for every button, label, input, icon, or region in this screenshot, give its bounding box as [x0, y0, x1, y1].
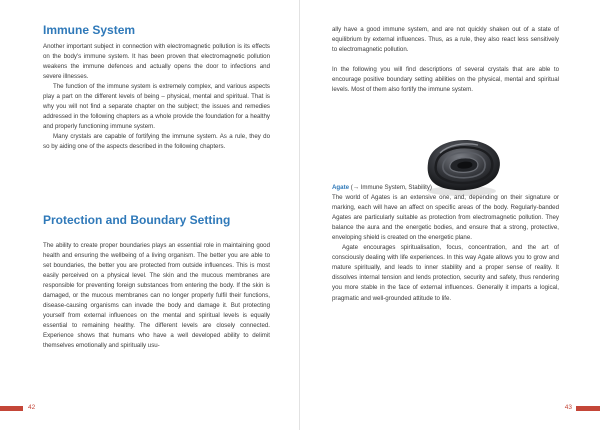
page-gutter [299, 0, 300, 430]
heading-protection-boundary: Protection and Boundary Setting [43, 213, 231, 227]
heading-immune-system: Immune System [43, 23, 136, 37]
right-folio-bar [576, 406, 600, 411]
immune-paragraph-1: Another important subject in connection with electromagnetic pollution is its effects on the body's immune system. It has been proven that electromagnetic pollution weakens the immune defences and actually opens the door to infections and severe illnesses. [43, 43, 270, 81]
immune-system-body [43, 42, 270, 153]
immune-paragraph-2: The function of the immune system is extremely complex, and various aspects play a part on the different levels of being – physical, mental and spiritual. That is why you will not find a separate chapter on the subject; the issues and remedies addressed in the following chapters as a whole provide the foundation for a healthy and properly functioning immune system. [43, 83, 270, 131]
immune-paragraph-3: Many crystals are capable of fortifying the immune system. As a rule, they do so by aiding one of the aspects described in the following chapters. [43, 133, 270, 151]
left-folio-bar [0, 406, 23, 411]
agate-paragraph-2: Agate encourages spiritualisation, focus, concentration, and the art of consciously dealing with life experiences. In this way Agate allows you to grow and mature spiritually, and leads to inner stability and a proper sense of reality. It dissolves internal tension and lends protection, security and safety, thus rendering you more stable in the face of external influences. Generally it imparts a logical, pragmatic and well-grounded attitude to life. [332, 244, 559, 302]
protection-paragraph-1: The ability to create proper boundaries plays an essential role in maintaining good health and ensuring the wellbeing of a living organism. The better you are able to set boundaries, the better you are protected from outside influences. This is most easily perceived on a physical level. The skin and the mucous membranes are responsible for preventing foreign substances from entering the body. If the skin is damaged, or the mucous membranes can no longer properly fulfil their functions, disease-causing organisms can invade the body and damage it. But protecting yourself from external influences on the mental and spiritual levels is equally essential to remaining healthy. The different levels are closely connected. Experience shows that humans who have a well developed ability to delimit themselves emotionally and spiritually usu- [43, 242, 270, 350]
right-page-number: 43 [564, 404, 572, 411]
agate-cross-reference: (→ Immune System, Stability) [349, 184, 432, 191]
agate-section [332, 183, 559, 304]
left-page-number: 42 [28, 404, 36, 411]
right-column-top-text [332, 25, 559, 95]
crystals-intro-paragraph: In the following you will find descriptions of several crystals that are able to encourage positive boundary setting abilities on the physical, mental and spiritual levels. Most of them also fortify the immune system. [332, 66, 559, 94]
agate-title: Agate [332, 184, 350, 191]
agate-heading-line [332, 183, 559, 193]
agate-paragraph-1: The world of Agates is an extensive one, and, depending on their signature or marking, each will have an affect on specific areas of the body. Regularly-banded Agates are particularly suitable as protection from electromagnetic pollution. They balance the aura and the energetic bodies, and ensure that a strong, protective, enveloping shield is created on the energetic plane. [332, 194, 559, 242]
protection-body [43, 241, 270, 352]
continuation-paragraph: ally have a good immune system, and are not quickly shaken out of a state of equilibrium by external influences. Thus, as a rule, they also react less sensitively to electromagnetic pollution. [332, 26, 559, 54]
